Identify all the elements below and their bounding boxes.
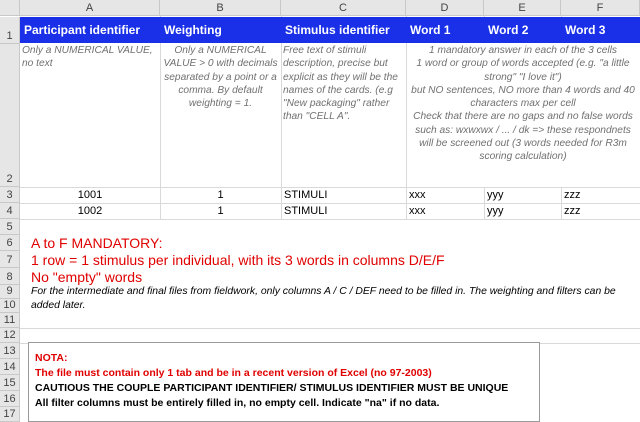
header-word-1[interactable]: Word 1 [410,23,451,37]
row-header-9[interactable]: 9 [0,285,20,299]
gridline [406,16,407,219]
row-header-4[interactable]: 4 [0,203,20,219]
cell-weighting[interactable]: 1 [217,189,224,201]
row-header-15[interactable]: 15 [0,375,20,391]
nota-line-1[interactable]: The file must contain only 1 tab and be in a recent version of Excel (no 97-2003) [35,367,432,379]
cell-word-1[interactable]: xxx [409,189,426,201]
row-header-10[interactable]: 10 [0,299,20,313]
cell-word-2[interactable]: yyy [487,205,504,217]
gridline [20,328,640,329]
column-header-e[interactable]: E [484,0,561,16]
row-header-8[interactable]: 8 [0,268,20,285]
fieldwork-note[interactable]: For the intermediate and final files from fieldwork, only columns A / C / DEF need to be filled in. The weighting and filters can be added later. [31,286,616,311]
gridline [20,219,640,220]
select-all-corner[interactable] [0,0,20,16]
nota-title[interactable]: NOTA: [35,352,68,364]
column-header-b[interactable]: B [160,0,281,16]
header-weighting[interactable]: Weighting [164,23,222,37]
row-header-12[interactable]: 12 [0,328,20,343]
cell-participant-id[interactable]: 1002 [77,205,103,217]
note-participant-identifier[interactable]: Only a NUMERICAL VALUE, no text [22,45,153,70]
note-words-line: 1 word or group of words accepted (e.g. "a little strong" "I love it") [416,58,630,83]
no-empty-rule[interactable]: No "empty" words [31,269,143,285]
note-words-line: Check that there are no gaps and no false words such as: wxwxwx / ... / dk => these respondnets will be screened out (3 words needed for R3m scoring calculation) [413,111,633,163]
column-header-a[interactable]: A [20,0,160,16]
cell-word-2[interactable]: yyy [487,189,504,201]
gridline [281,16,282,219]
row-header-6[interactable]: 6 [0,235,20,251]
note-words-line: but NO sentences, NO more than 4 words and 40 characters max per cell [411,84,635,110]
cell-word-3[interactable]: zzz [564,189,581,201]
row-header-3[interactable]: 3 [0,187,20,203]
cell-stimulus[interactable]: STIMULI [284,205,328,217]
header-word-3[interactable]: Word 3 [565,23,606,37]
note-words[interactable] [408,44,638,164]
one-row-rule[interactable]: 1 row = 1 stimulus per individual, with its 3 words in columns D/E/F [31,252,445,268]
mandatory-heading[interactable]: A to F MANDATORY: [31,235,163,251]
row-header-16[interactable]: 16 [0,391,20,407]
note-stimulus-identifier[interactable]: Free text of stimuli description, precise but explicit as they will be the names of the cards. (e.g "New packaging" rather than "CELL A". [283,45,398,123]
row-header-13[interactable]: 13 [0,343,20,359]
note-weighting[interactable]: Only a NUMERICAL VALUE > 0 with decimals separated by a point or a comma. By default weighting = 1. [163,45,278,110]
row-header-17[interactable]: 17 [0,407,20,422]
cell-word-1[interactable]: xxx [409,205,426,217]
cell-word-3[interactable]: zzz [564,205,581,217]
row-header-1[interactable]: 1 [0,17,20,44]
cell-participant-id[interactable]: 1001 [77,189,103,201]
nota-line-3[interactable]: All filter columns must be entirely filled in, no empty cell. Indicate "na" if no data. [35,397,440,409]
column-header-c[interactable]: C [281,0,406,16]
header-word-2[interactable]: Word 2 [488,23,529,37]
row-header-11[interactable]: 11 [0,313,20,328]
cell-stimulus[interactable]: STIMULI [284,189,328,201]
header-participant-identifier[interactable]: Participant identifier [24,23,141,37]
row-header-14[interactable]: 14 [0,359,20,375]
cell-weighting[interactable]: 1 [217,205,224,217]
note-words-line: 1 mandatory answer in each of the 3 cells [428,45,617,56]
column-header-d[interactable]: D [406,0,484,16]
row-header-7[interactable]: 7 [0,251,20,268]
row-header-5[interactable]: 5 [0,219,20,235]
nota-line-2[interactable]: CAUTIOUS THE COUPLE PARTICIPANT IDENTIFIER/ STIMULUS IDENTIFIER MUST BE UNIQUE [35,382,509,394]
header-stimulus-identifier[interactable]: Stimulus identifier [285,23,390,37]
row-header-2[interactable]: 2 [0,44,20,187]
column-header-f[interactable]: F [561,0,640,16]
